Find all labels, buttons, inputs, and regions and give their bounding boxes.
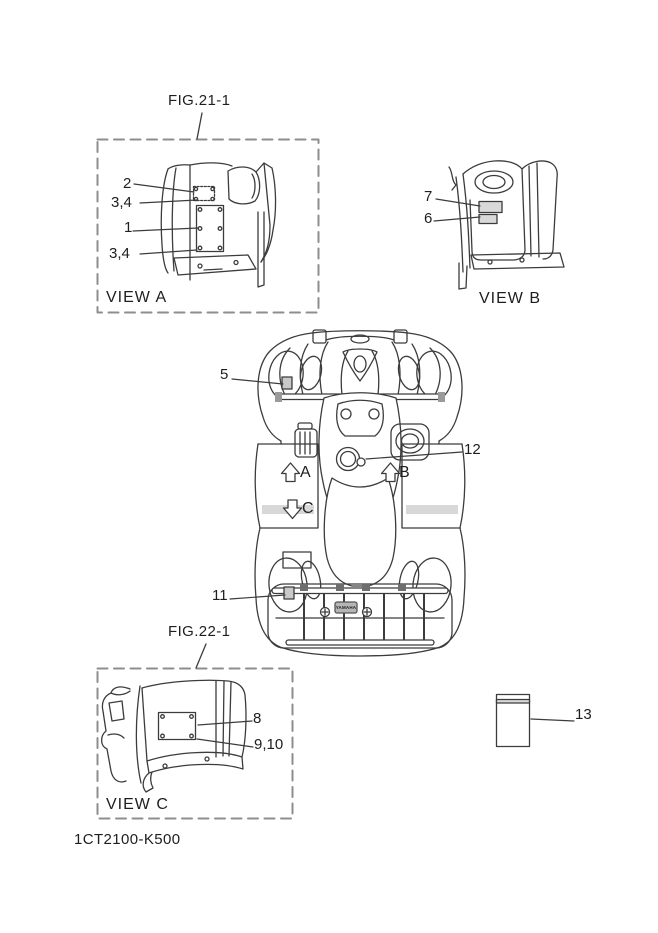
part-code: 1CT2100-K500 — [74, 831, 181, 848]
callout-1: 1 — [124, 219, 133, 236]
yamaha-logo-text: YAMAHA — [335, 605, 357, 610]
callout-9-10: 9,10 — [254, 736, 284, 753]
atv-top-view-drawing — [255, 330, 465, 656]
callout-3-4-lower: 3,4 — [109, 245, 130, 262]
label-11-target — [284, 587, 294, 599]
fig22-label: FIG.22-1 — [168, 623, 231, 640]
label-7-target — [479, 202, 502, 213]
arrow-c-letter: C — [302, 500, 314, 517]
arrow-a-icon — [282, 463, 300, 482]
label-12-target — [357, 458, 365, 466]
callout-13: 13 — [575, 706, 592, 723]
fig21-pointer-line — [197, 113, 202, 139]
fig22-pointer-line — [196, 644, 206, 668]
view-a-drawing — [161, 163, 275, 287]
callout-6: 6 — [424, 210, 433, 227]
label-6-target — [479, 215, 497, 224]
view-c-label: VIEW C — [106, 796, 169, 813]
callout-8: 8 — [253, 710, 262, 727]
view-c-drawing — [102, 680, 246, 792]
callout-7: 7 — [424, 188, 433, 205]
callout-3-4-upper: 3,4 — [111, 194, 132, 211]
view-b-label: VIEW B — [479, 290, 542, 307]
callout-12: 12 — [464, 441, 481, 458]
view-a-label: VIEW A — [106, 289, 168, 306]
arrow-a-letter: A — [300, 464, 311, 481]
callout-11: 11 — [212, 587, 228, 604]
view-b-drawing — [449, 161, 564, 289]
fig21-label: FIG.21-1 — [168, 92, 231, 109]
callout-5: 5 — [220, 366, 229, 383]
label-5-target — [282, 377, 292, 389]
arrow-c-icon — [284, 500, 302, 519]
arrow-b-letter: B — [399, 464, 410, 481]
callout-2: 2 — [123, 175, 132, 192]
label-13-part — [497, 695, 530, 747]
